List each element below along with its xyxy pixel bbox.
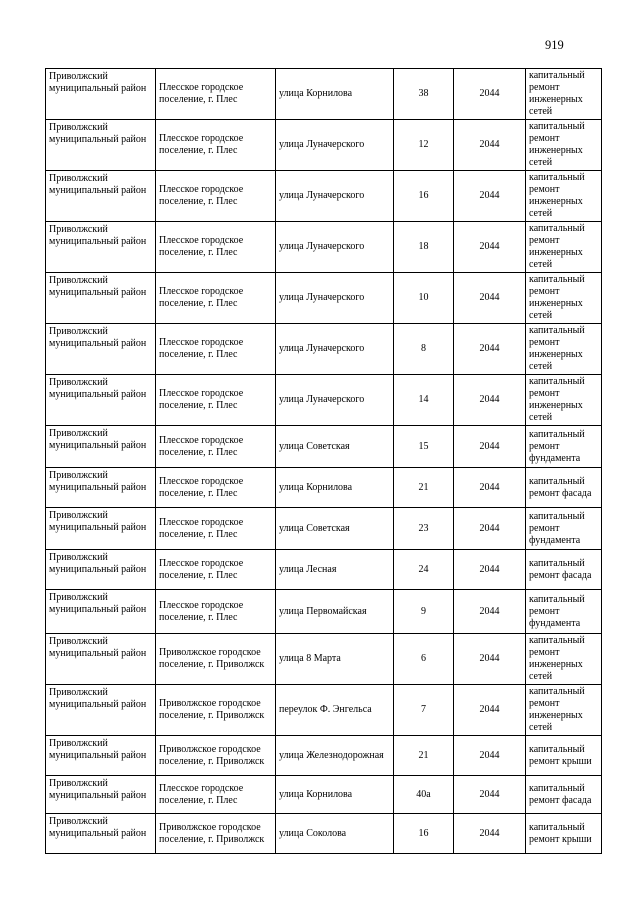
work-type-cell: капитальный ремонт фасада	[526, 776, 602, 814]
settlement-cell: Плесское городское поселение, г. Плес	[156, 550, 276, 590]
house-number-cell: 23	[394, 508, 454, 550]
settlement-cell: Плесское городское поселение, г. Плес	[156, 273, 276, 324]
street-cell: улица Железнодорожная	[276, 736, 394, 776]
house-number-cell: 9	[394, 590, 454, 634]
year-cell: 2044	[454, 69, 526, 120]
work-type-cell: капитальный ремонт инженерных сетей	[526, 69, 602, 120]
work-type-cell: капитальный ремонт крыши	[526, 814, 602, 854]
settlement-cell: Плесское городское поселение, г. Плес	[156, 508, 276, 550]
work-type-cell: капитальный ремонт инженерных сетей	[526, 273, 602, 324]
street-cell: улица Корнилова	[276, 468, 394, 508]
street-cell: улица 8 Марта	[276, 634, 394, 685]
year-cell: 2044	[454, 120, 526, 171]
table-row	[46, 324, 602, 375]
table-row	[46, 550, 602, 590]
year-cell: 2044	[454, 375, 526, 426]
street-cell: улица Первомайская	[276, 590, 394, 634]
work-type-cell: капитальный ремонт инженерных сетей	[526, 171, 602, 222]
district-cell: Приволжский муниципальный район	[46, 508, 156, 550]
street-cell: улица Луначерского	[276, 171, 394, 222]
year-cell: 2044	[454, 634, 526, 685]
street-cell: улица Корнилова	[276, 69, 394, 120]
work-type-cell: капитальный ремонт инженерных сетей	[526, 324, 602, 375]
street-cell: улица Лесная	[276, 550, 394, 590]
year-cell: 2044	[454, 468, 526, 508]
year-cell: 2044	[454, 550, 526, 590]
work-type-cell: капитальный ремонт фундамента	[526, 508, 602, 550]
district-cell: Приволжский муниципальный район	[46, 324, 156, 375]
table-row	[46, 468, 602, 508]
work-type-cell: капитальный ремонт крыши	[526, 736, 602, 776]
table-row	[46, 426, 602, 468]
settlement-cell: Плесское городское поселение, г. Плес	[156, 120, 276, 171]
table-row	[46, 508, 602, 550]
house-number-cell: 6	[394, 634, 454, 685]
work-type-cell: капитальный ремонт фундамента	[526, 590, 602, 634]
settlement-cell: Плесское городское поселение, г. Плес	[156, 776, 276, 814]
street-cell: улица Луначерского	[276, 375, 394, 426]
year-cell: 2044	[454, 508, 526, 550]
settlement-cell: Приволжское городское поселение, г. Приволжск	[156, 634, 276, 685]
year-cell: 2044	[454, 814, 526, 854]
table-row	[46, 590, 602, 634]
table-row	[46, 634, 602, 685]
house-number-cell: 21	[394, 468, 454, 508]
page-number: 919	[545, 38, 564, 52]
settlement-cell: Плесское городское поселение, г. Плес	[156, 426, 276, 468]
settlement-cell: Плесское городское поселение, г. Плес	[156, 375, 276, 426]
table-row	[46, 375, 602, 426]
district-cell: Приволжский муниципальный район	[46, 685, 156, 736]
table-row	[46, 685, 602, 736]
year-cell: 2044	[454, 324, 526, 375]
year-cell: 2044	[454, 590, 526, 634]
table-row	[46, 222, 602, 273]
table-row	[46, 776, 602, 814]
district-cell: Приволжский муниципальный район	[46, 120, 156, 171]
district-cell: Приволжский муниципальный район	[46, 590, 156, 634]
year-cell: 2044	[454, 426, 526, 468]
year-cell: 2044	[454, 685, 526, 736]
district-cell: Приволжский муниципальный район	[46, 375, 156, 426]
work-type-cell: капитальный ремонт инженерных сетей	[526, 375, 602, 426]
district-cell: Приволжский муниципальный район	[46, 634, 156, 685]
house-number-cell: 14	[394, 375, 454, 426]
registry-table-body	[46, 69, 602, 854]
work-type-cell: капитальный ремонт инженерных сетей	[526, 685, 602, 736]
district-cell: Приволжский муниципальный район	[46, 776, 156, 814]
settlement-cell: Плесское городское поселение, г. Плес	[156, 468, 276, 508]
work-type-cell: капитальный ремонт фасада	[526, 550, 602, 590]
table-row	[46, 69, 602, 120]
district-cell: Приволжский муниципальный район	[46, 550, 156, 590]
year-cell: 2044	[454, 273, 526, 324]
settlement-cell: Плесское городское поселение, г. Плес	[156, 171, 276, 222]
year-cell: 2044	[454, 171, 526, 222]
district-cell: Приволжский муниципальный район	[46, 468, 156, 508]
street-cell: улица Луначерского	[276, 120, 394, 171]
house-number-cell: 18	[394, 222, 454, 273]
house-number-cell: 15	[394, 426, 454, 468]
settlement-cell: Приволжское городское поселение, г. Приволжск	[156, 814, 276, 854]
table-row	[46, 273, 602, 324]
street-cell: улица Соколова	[276, 814, 394, 854]
district-cell: Приволжский муниципальный район	[46, 69, 156, 120]
house-number-cell: 7	[394, 685, 454, 736]
settlement-cell: Плесское городское поселение, г. Плес	[156, 590, 276, 634]
street-cell: улица Советская	[276, 426, 394, 468]
street-cell: улица Корнилова	[276, 776, 394, 814]
district-cell: Приволжский муниципальный район	[46, 736, 156, 776]
registry-table	[45, 68, 602, 854]
house-number-cell: 38	[394, 69, 454, 120]
street-cell: переулок Ф. Энгельса	[276, 685, 394, 736]
district-cell: Приволжский муниципальный район	[46, 814, 156, 854]
table-row	[46, 171, 602, 222]
settlement-cell: Приволжское городское поселение, г. Приволжск	[156, 685, 276, 736]
work-type-cell: капитальный ремонт инженерных сетей	[526, 634, 602, 685]
year-cell: 2044	[454, 776, 526, 814]
house-number-cell: 24	[394, 550, 454, 590]
table-row	[46, 736, 602, 776]
house-number-cell: 12	[394, 120, 454, 171]
year-cell: 2044	[454, 736, 526, 776]
table-row	[46, 120, 602, 171]
house-number-cell: 10	[394, 273, 454, 324]
settlement-cell: Приволжское городское поселение, г. Приволжск	[156, 736, 276, 776]
settlement-cell: Плесское городское поселение, г. Плес	[156, 69, 276, 120]
work-type-cell: капитальный ремонт фасада	[526, 468, 602, 508]
house-number-cell: 16	[394, 171, 454, 222]
work-type-cell: капитальный ремонт фундамента	[526, 426, 602, 468]
district-cell: Приволжский муниципальный район	[46, 171, 156, 222]
district-cell: Приволжский муниципальный район	[46, 426, 156, 468]
work-type-cell: капитальный ремонт инженерных сетей	[526, 222, 602, 273]
settlement-cell: Плесское городское поселение, г. Плес	[156, 324, 276, 375]
district-cell: Приволжский муниципальный район	[46, 222, 156, 273]
work-type-cell: капитальный ремонт инженерных сетей	[526, 120, 602, 171]
year-cell: 2044	[454, 222, 526, 273]
house-number-cell: 21	[394, 736, 454, 776]
table-row	[46, 814, 602, 854]
street-cell: улица Советская	[276, 508, 394, 550]
house-number-cell: 16	[394, 814, 454, 854]
street-cell: улица Луначерского	[276, 273, 394, 324]
house-number-cell: 40а	[394, 776, 454, 814]
street-cell: улица Луначерского	[276, 222, 394, 273]
settlement-cell: Плесское городское поселение, г. Плес	[156, 222, 276, 273]
district-cell: Приволжский муниципальный район	[46, 273, 156, 324]
street-cell: улица Луначерского	[276, 324, 394, 375]
house-number-cell: 8	[394, 324, 454, 375]
